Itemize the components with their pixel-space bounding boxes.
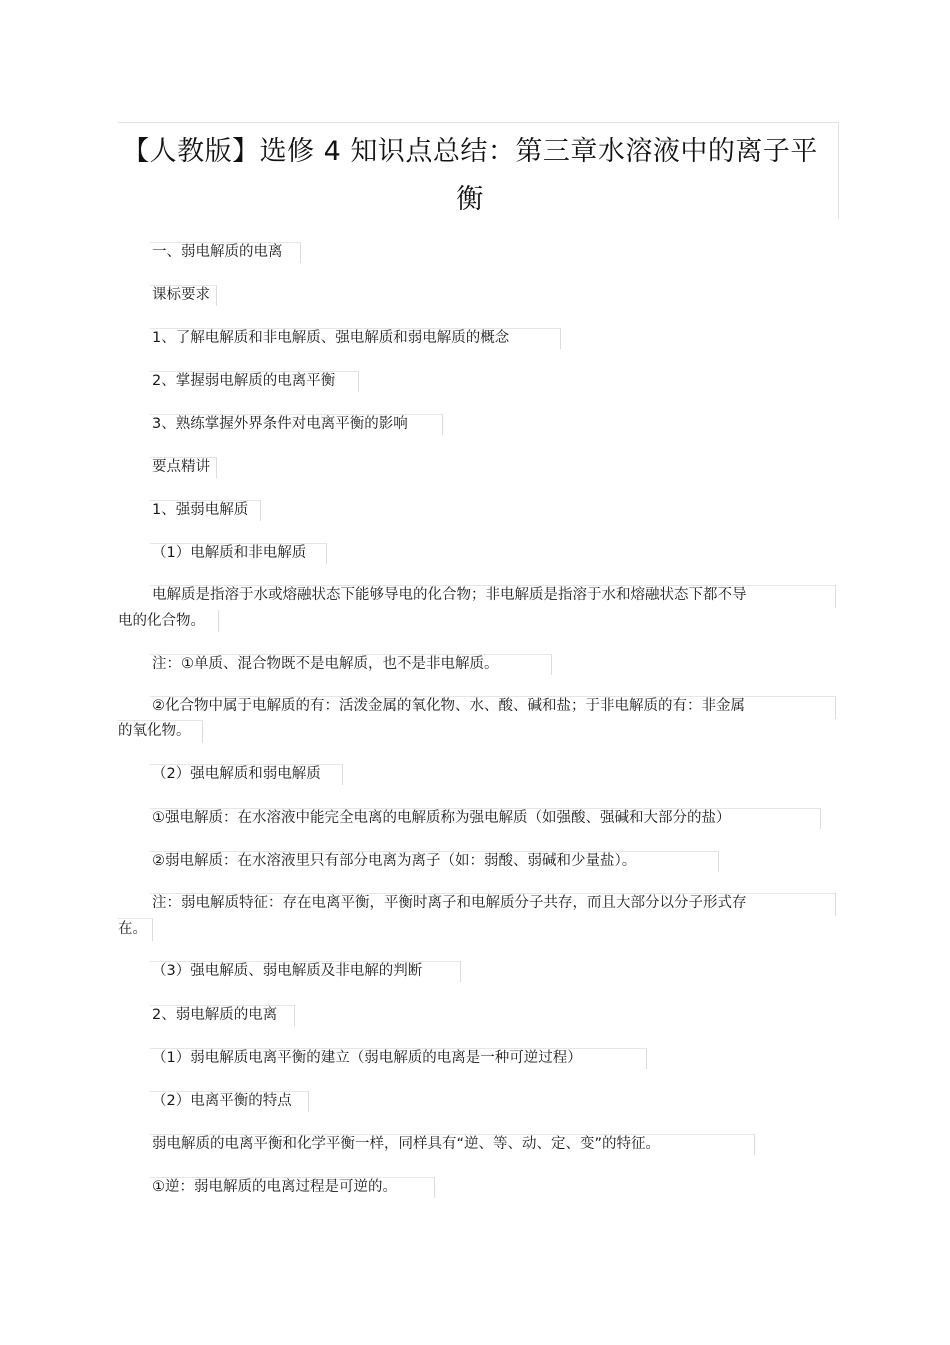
subheading: 课标要求 [152, 287, 210, 303]
text-line: ②弱电解质：在水溶液里只有部分电离为离子（如：弱酸、弱碱和少量盐）。 [152, 853, 637, 869]
text-line: 注：①单质、混合物既不是电解质，也不是非电解质。 [152, 656, 499, 672]
text-line: （3）强电解质、弱电解质及非电解的判断 [152, 963, 423, 979]
text-line: （2）强电解质和弱电解质 [152, 766, 321, 782]
title-line-1: 【人教版】选修 4 知识点总结：第三章水溶液中的离子平 [122, 136, 818, 167]
paragraph-line: 电的化合物。 [118, 613, 205, 629]
text-line: 1、了解电解质和非电解质、强电解质和弱电解质的概念 [152, 330, 510, 346]
paragraph-line: 电解质是指溶于水或熔融状态下能够导电的化合物；非电解质是指溶于水和熔融状态下都不导 [152, 587, 747, 603]
text-line: ①强电解质：在水溶液中能完全电离的电解质称为强电解质（如强酸、强碱和大部分的盐） [152, 810, 731, 826]
text-line: 2、掌握弱电解质的电离平衡 [152, 373, 336, 389]
title-line-2: 衡 [456, 184, 484, 215]
text-line: 2、弱电解质的电离 [152, 1007, 278, 1023]
document-title [118, 122, 839, 219]
subheading: 要点精讲 [152, 459, 210, 475]
text-line: ①逆：弱电解质的电离过程是可逆的。 [152, 1179, 397, 1195]
text-line: （2）电离平衡的特点 [152, 1093, 292, 1109]
text-line: （1）弱电解质电离平衡的建立（弱电解质的电离是一种可逆过程） [152, 1050, 582, 1066]
paragraph-line: 在。 [118, 921, 147, 937]
text-line: 弱电解质的电离平衡和化学平衡一样，同样具有“逆、等、动、定、变”的特征。 [152, 1136, 661, 1152]
paragraph-line: ②化合物中属于电解质的有：活泼金属的氧化物、水、酸、碱和盐；于非电解质的有：非金属 [152, 698, 745, 714]
text-line: （1）电解质和非电解质 [152, 545, 307, 561]
text-line: 3、熟练掌握外界条件对电离平衡的影响 [152, 416, 408, 432]
paragraph-line: 注：弱电解质特征：存在电离平衡，平衡时离子和电解质分子共存，而且大部分以分子形式存 [152, 895, 747, 911]
text-line: 1、强弱电解质 [152, 502, 249, 518]
paragraph-line: 的氧化物。 [118, 723, 191, 739]
section-heading: 一、弱电解质的电离 [152, 244, 283, 260]
